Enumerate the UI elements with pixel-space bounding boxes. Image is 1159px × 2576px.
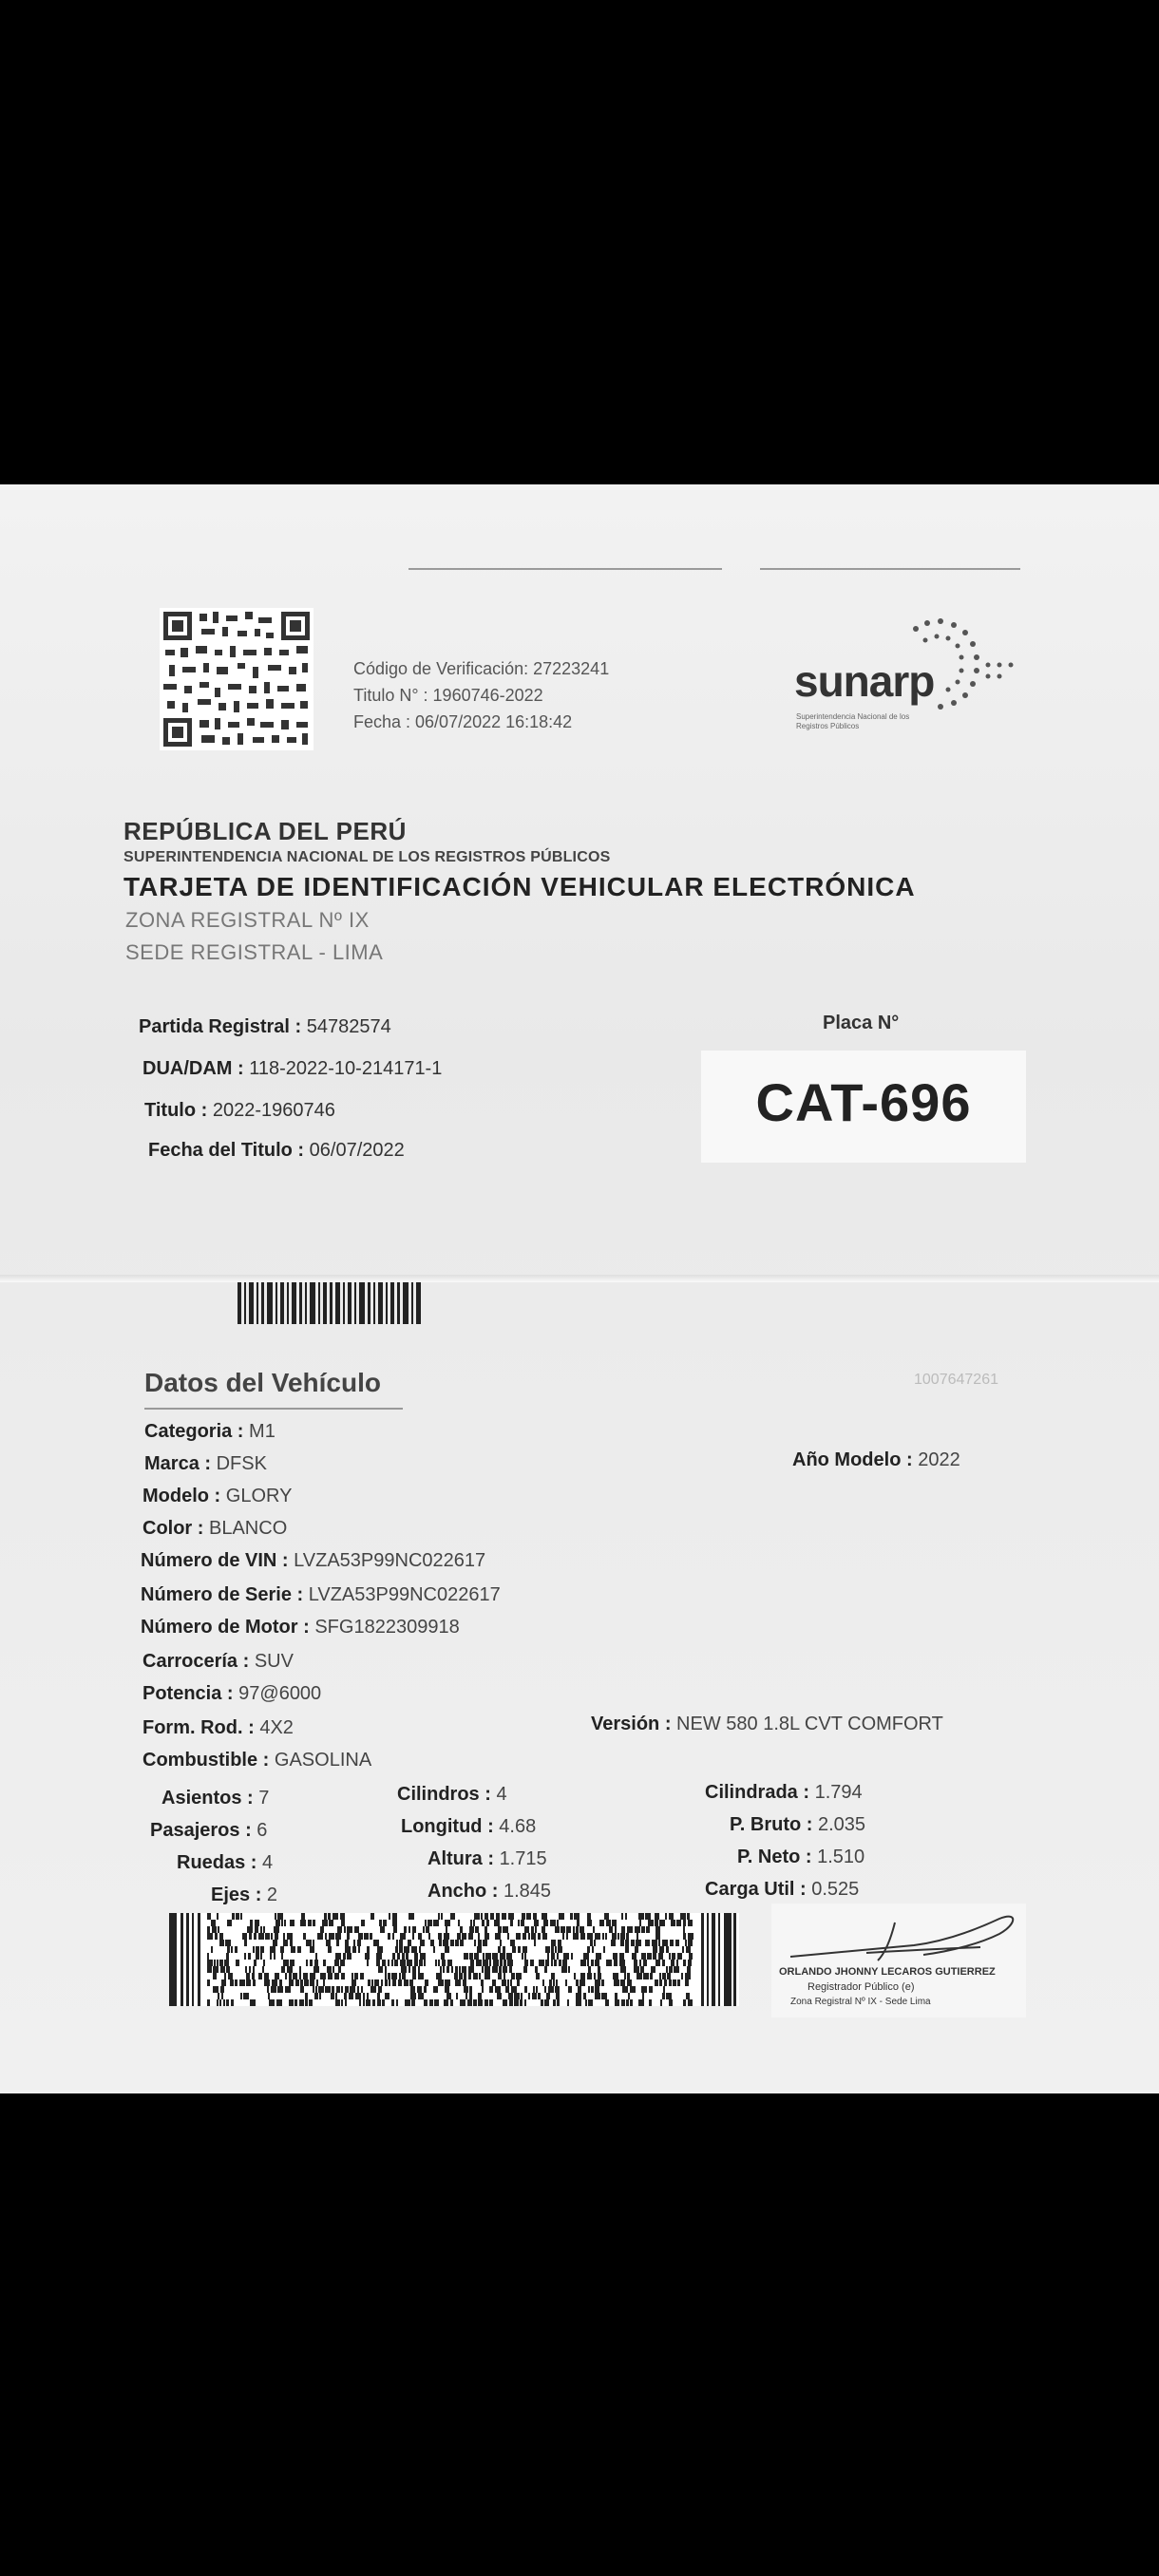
marca-value: DFSK bbox=[216, 1453, 267, 1474]
signer-zone: Zona Registral Nº IX - Sede Lima bbox=[790, 1997, 931, 2007]
potencia-row bbox=[142, 1683, 321, 1705]
vin-row bbox=[141, 1550, 485, 1572]
signature-icon bbox=[771, 1904, 1026, 1970]
partida-row bbox=[139, 1016, 391, 1038]
logo-subtitle: Superintendencia Nacional de los Registros Públicos bbox=[796, 712, 910, 730]
verification-block bbox=[353, 655, 609, 735]
pdf417-graphic bbox=[169, 1913, 739, 2006]
titulo-label: Titulo : bbox=[144, 1100, 208, 1121]
longitud-value: 4.68 bbox=[499, 1816, 537, 1837]
pbruto-value: 2.035 bbox=[817, 1814, 866, 1835]
anio-modelo-row bbox=[792, 1449, 960, 1471]
potencia-label: Potencia : bbox=[142, 1683, 234, 1704]
categoria-row bbox=[144, 1421, 276, 1443]
paper-fold bbox=[0, 1275, 1159, 1282]
signer-name: ORLANDO JHONNY LECAROS GUTIERREZ bbox=[779, 1966, 996, 1978]
formrod-row bbox=[142, 1717, 294, 1739]
titulo-row bbox=[144, 1100, 335, 1122]
carroceria-value: SUV bbox=[254, 1651, 294, 1672]
cilindrada-row bbox=[705, 1782, 863, 1804]
modelo-label: Modelo : bbox=[142, 1486, 221, 1506]
pbruto-row bbox=[730, 1814, 865, 1836]
titulo-value: 2022-1960746 bbox=[212, 1100, 335, 1121]
pneto-row bbox=[737, 1847, 864, 1868]
carga-util-row bbox=[705, 1879, 859, 1901]
color-value: BLANCO bbox=[209, 1518, 288, 1539]
country-heading: REPÚBLICA DEL PERÚ bbox=[124, 817, 407, 845]
barcode-small bbox=[238, 1282, 422, 1324]
altura-row bbox=[428, 1848, 547, 1870]
altura-label: Altura : bbox=[428, 1848, 494, 1869]
combustible-value: GASOLINA bbox=[274, 1750, 372, 1771]
signature-block bbox=[771, 1904, 1026, 2017]
vehicle-card-document bbox=[0, 484, 1159, 2093]
plate-label: Placa N° bbox=[823, 1013, 900, 1033]
verification-code: Código de Verificación: 27223241 bbox=[353, 659, 610, 678]
marca-label: Marca : bbox=[144, 1453, 212, 1474]
ruedas-label: Ruedas : bbox=[177, 1852, 257, 1873]
fecha-titulo-label: Fecha del Titulo : bbox=[148, 1140, 305, 1161]
serie-row bbox=[141, 1584, 501, 1606]
document-serial: 1007647261 bbox=[914, 1372, 998, 1388]
vin-value: LVZA53P99NC022617 bbox=[294, 1550, 486, 1571]
ruedas-row bbox=[177, 1852, 273, 1874]
carroceria-label: Carrocería : bbox=[142, 1651, 250, 1672]
potencia-value: 97@6000 bbox=[238, 1683, 322, 1704]
ancho-row bbox=[428, 1881, 551, 1903]
marca-row bbox=[144, 1453, 267, 1475]
asientos-row bbox=[162, 1788, 269, 1809]
ancho-value: 1.845 bbox=[504, 1881, 552, 1902]
barcode-large bbox=[169, 1913, 739, 2006]
fecha-titulo-value: 06/07/2022 bbox=[309, 1140, 405, 1161]
vin-label: Número de VIN : bbox=[141, 1550, 289, 1571]
signer-role: Registrador Público (e) bbox=[808, 1981, 915, 1993]
version-label: Versión : bbox=[591, 1714, 672, 1734]
ruedas-value: 4 bbox=[262, 1852, 274, 1873]
registry-seat: SEDE REGISTRAL - LIMA bbox=[125, 940, 384, 964]
modelo-row bbox=[142, 1486, 292, 1507]
partida-value: 54782574 bbox=[306, 1016, 391, 1037]
vehicle-data-title: Datos del Vehículo bbox=[144, 1368, 381, 1397]
categoria-value: M1 bbox=[249, 1421, 276, 1442]
dua-value: 118-2022-10-214171-1 bbox=[249, 1058, 443, 1079]
serie-label: Número de Serie : bbox=[141, 1584, 304, 1605]
dua-row bbox=[142, 1058, 442, 1080]
ejes-label: Ejes : bbox=[211, 1885, 262, 1905]
pasajeros-label: Pasajeros : bbox=[150, 1820, 252, 1841]
title-number: Titulo N° : 1960746-2022 bbox=[353, 686, 543, 705]
ejes-value: 2 bbox=[266, 1885, 278, 1905]
ejes-row bbox=[211, 1885, 277, 1906]
combustible-label: Combustible : bbox=[142, 1750, 270, 1771]
cilindros-row bbox=[397, 1784, 507, 1806]
version-value: NEW 580 1.8L CVT COMFORT bbox=[676, 1714, 943, 1734]
carga-value: 0.525 bbox=[811, 1879, 860, 1900]
partida-label: Partida Registral : bbox=[139, 1016, 302, 1037]
fecha-titulo-row bbox=[148, 1140, 405, 1162]
pneto-label: P. Neto : bbox=[737, 1847, 812, 1867]
top-divider bbox=[408, 568, 722, 570]
formrod-value: 4X2 bbox=[259, 1717, 294, 1738]
combustible-row bbox=[142, 1750, 371, 1771]
motor-value: SFG1822309918 bbox=[314, 1617, 460, 1638]
asientos-label: Asientos : bbox=[162, 1788, 254, 1809]
plate-number: CAT-696 bbox=[755, 1072, 972, 1132]
qr-code bbox=[160, 608, 314, 750]
pasajeros-value: 6 bbox=[256, 1820, 268, 1841]
categoria-label: Categoria : bbox=[144, 1421, 244, 1442]
modelo-value: GLORY bbox=[225, 1486, 293, 1506]
cilindros-value: 4 bbox=[496, 1784, 507, 1805]
section-underline bbox=[144, 1408, 403, 1410]
serie-value: LVZA53P99NC022617 bbox=[308, 1584, 501, 1605]
dua-label: DUA/DAM : bbox=[142, 1058, 244, 1079]
formrod-label: Form. Rod. : bbox=[142, 1717, 255, 1738]
longitud-label: Longitud : bbox=[401, 1816, 494, 1837]
plate-box bbox=[701, 1051, 1026, 1163]
color-label: Color : bbox=[142, 1518, 204, 1539]
logo-word: sunarp bbox=[794, 656, 935, 706]
cilindros-label: Cilindros : bbox=[397, 1784, 491, 1805]
motor-label: Número de Motor : bbox=[141, 1617, 310, 1638]
color-row bbox=[142, 1518, 287, 1540]
document-title: TARJETA DE IDENTIFICACIÓN VEHICULAR ELECTRÓNICA bbox=[124, 872, 916, 901]
ancho-label: Ancho : bbox=[428, 1881, 499, 1902]
issue-date: Fecha : 06/07/2022 16:18:42 bbox=[353, 712, 573, 731]
sunarp-logo bbox=[792, 608, 1049, 750]
altura-value: 1.715 bbox=[499, 1848, 547, 1869]
carga-label: Carga Util : bbox=[705, 1879, 807, 1900]
anio-value: 2022 bbox=[918, 1449, 960, 1470]
cilindrada-label: Cilindrada : bbox=[705, 1782, 810, 1803]
motor-row bbox=[141, 1617, 460, 1638]
asientos-value: 7 bbox=[258, 1788, 270, 1809]
top-divider bbox=[760, 568, 1020, 570]
cilindrada-value: 1.794 bbox=[814, 1782, 863, 1803]
version-row bbox=[591, 1714, 943, 1735]
longitud-row bbox=[401, 1816, 536, 1838]
institution-heading: SUPERINTENDENCIA NACIONAL DE LOS REGISTROS PÚBLICOS bbox=[124, 849, 611, 865]
pbruto-label: P. Bruto : bbox=[730, 1814, 813, 1835]
anio-label: Año Modelo : bbox=[792, 1449, 913, 1470]
registry-zone: ZONA REGISTRAL Nº IX bbox=[125, 908, 370, 932]
pasajeros-row bbox=[150, 1820, 267, 1842]
pneto-value: 1.510 bbox=[817, 1847, 865, 1867]
carroceria-row bbox=[142, 1651, 294, 1673]
